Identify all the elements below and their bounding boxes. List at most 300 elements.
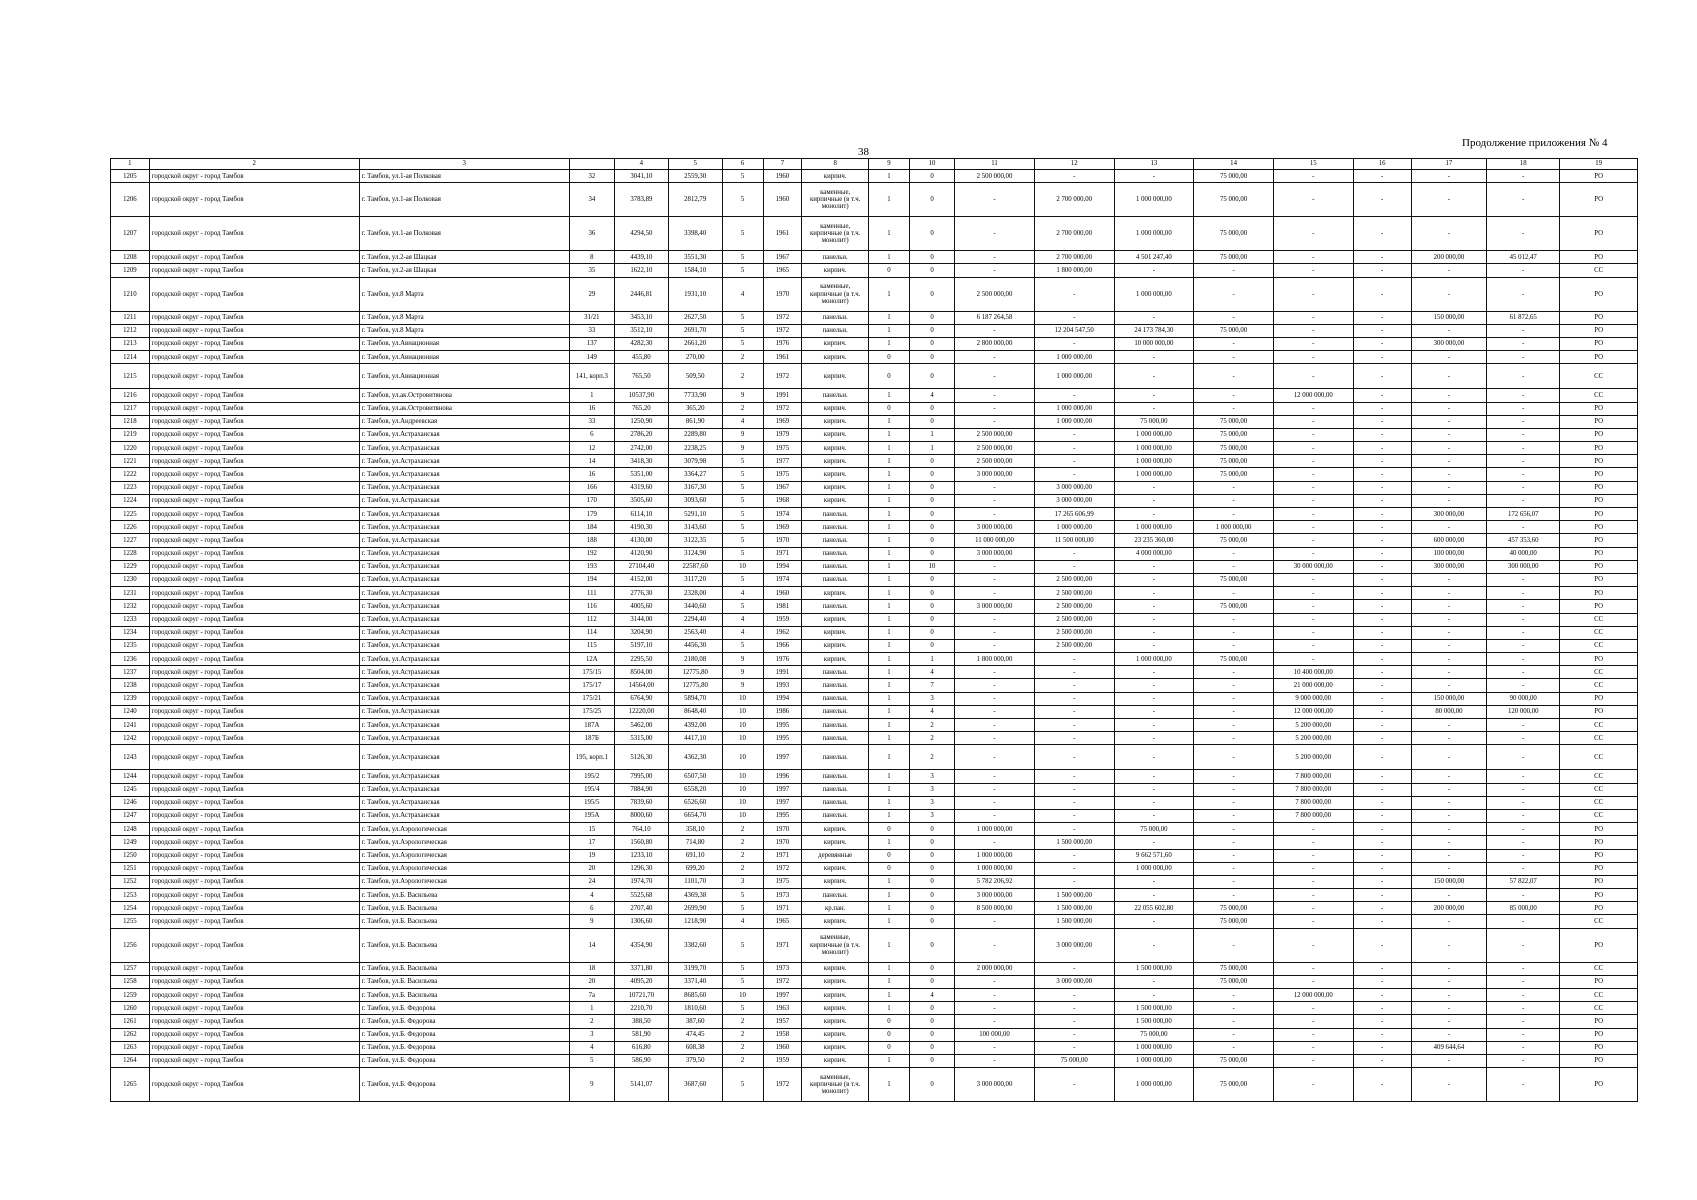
- column-number: 18: [1487, 159, 1560, 170]
- col-17: -: [1411, 613, 1486, 626]
- col-17: -: [1411, 600, 1486, 613]
- house-number: 5: [569, 1054, 614, 1067]
- col-17: -: [1411, 849, 1486, 862]
- house-number: 16: [569, 402, 614, 415]
- municipality: городской округ - город Тамбов: [149, 351, 359, 364]
- table-row: [111, 719, 1638, 732]
- col-10: 2: [909, 732, 954, 745]
- col-15: -: [1273, 862, 1353, 875]
- col-15: -: [1273, 481, 1353, 494]
- col-14: -: [1194, 1015, 1274, 1028]
- program-code: СС: [1560, 745, 1638, 770]
- wall-material: панельн.: [802, 666, 869, 679]
- year-built: 1971: [763, 547, 802, 560]
- municipality: городской округ - город Тамбов: [149, 666, 359, 679]
- col-17: 409 644,64: [1411, 1041, 1486, 1054]
- table-row: [111, 989, 1638, 1002]
- floors: 5: [722, 975, 763, 988]
- program-code: РО: [1560, 1028, 1638, 1041]
- col-12: -: [1034, 311, 1114, 324]
- street-address: г. Тамбов, ул.Астраханская: [359, 732, 569, 745]
- col-11: -: [955, 639, 1035, 652]
- col-14: -: [1194, 679, 1274, 692]
- col-16: -: [1353, 521, 1411, 534]
- col-15: 7 800 000,00: [1273, 770, 1353, 783]
- house-number: 175/17: [569, 679, 614, 692]
- col-10: 4: [909, 666, 954, 679]
- col-15: -: [1273, 1041, 1353, 1054]
- col-12: -: [1034, 1002, 1114, 1015]
- municipality: городской округ - город Тамбов: [149, 679, 359, 692]
- floors: 10: [722, 719, 763, 732]
- year-built: 1960: [763, 1041, 802, 1054]
- col-18: 57 822,07: [1487, 875, 1560, 888]
- wall-material: панельн.: [802, 719, 869, 732]
- col-12: -: [1034, 719, 1114, 732]
- col-9: 1: [869, 889, 910, 902]
- col-15: -: [1273, 962, 1353, 975]
- col-13: 1 000 000,00: [1114, 1041, 1194, 1054]
- column-number: 8: [802, 159, 869, 170]
- col-18: -: [1487, 521, 1560, 534]
- col-12: -: [1034, 849, 1114, 862]
- living-area: 509,50: [668, 364, 722, 389]
- wall-material: кирпич.: [802, 639, 869, 652]
- col-14: -: [1194, 613, 1274, 626]
- total-area: 4319,60: [614, 481, 668, 494]
- street-address: г. Тамбов, ул.Астраханская: [359, 494, 569, 507]
- col-16: -: [1353, 600, 1411, 613]
- column-number: 10: [909, 159, 954, 170]
- col-17: -: [1411, 364, 1486, 389]
- total-area: 3512,10: [614, 324, 668, 337]
- year-built: 1972: [763, 324, 802, 337]
- row-number: 1265: [111, 1068, 150, 1102]
- total-area: 6764,90: [614, 692, 668, 705]
- col-12: -: [1034, 337, 1114, 350]
- program-code: РО: [1560, 1041, 1638, 1054]
- col-15: 10 400 000,00: [1273, 666, 1353, 679]
- col-13: 1 000 000,00: [1114, 1068, 1194, 1102]
- col-14: 75 000,00: [1194, 217, 1274, 251]
- col-14: 75 000,00: [1194, 455, 1274, 468]
- program-code: РО: [1560, 442, 1638, 455]
- living-area: 2699,90: [668, 902, 722, 915]
- col-11: 1 000 000,00: [955, 862, 1035, 875]
- floors: 9: [722, 442, 763, 455]
- col-16: -: [1353, 442, 1411, 455]
- row-number: 1226: [111, 521, 150, 534]
- floors: 2: [722, 1015, 763, 1028]
- col-10: 0: [909, 251, 954, 264]
- floors: 9: [722, 666, 763, 679]
- col-17: -: [1411, 770, 1486, 783]
- street-address: г. Тамбов, ул.Астраханская: [359, 639, 569, 652]
- col-13: 24 173 784,30: [1114, 324, 1194, 337]
- col-12: 2 500 000,00: [1034, 639, 1114, 652]
- col-15: -: [1273, 1068, 1353, 1102]
- table-row: [111, 428, 1638, 441]
- row-number: 1231: [111, 587, 150, 600]
- program-code: РО: [1560, 217, 1638, 251]
- street-address: г. Тамбов, ул.Б. Васильева: [359, 915, 569, 928]
- col-18: -: [1487, 494, 1560, 507]
- table-row: [111, 653, 1638, 666]
- living-area: 2661,20: [668, 337, 722, 350]
- col-11: -: [955, 975, 1035, 988]
- living-area: 1810,60: [668, 1002, 722, 1015]
- col-10: 0: [909, 183, 954, 217]
- col-12: -: [1034, 796, 1114, 809]
- col-10: 0: [909, 1054, 954, 1067]
- col-17: -: [1411, 277, 1486, 311]
- street-address: г. Тамбов, ул.1-ая Полковая: [359, 217, 569, 251]
- col-16: -: [1353, 962, 1411, 975]
- street-address: г. Тамбов, ул.Аэрологическая: [359, 875, 569, 888]
- year-built: 1963: [763, 1002, 802, 1015]
- living-area: 22587,60: [668, 560, 722, 573]
- table-row: [111, 692, 1638, 705]
- total-area: 586,90: [614, 1054, 668, 1067]
- table-row: [111, 626, 1638, 639]
- col-11: 2 000 000,00: [955, 962, 1035, 975]
- row-number: 1218: [111, 415, 150, 428]
- col-14: 75 000,00: [1194, 653, 1274, 666]
- column-number: 17: [1411, 159, 1486, 170]
- col-17: -: [1411, 324, 1486, 337]
- col-11: -: [955, 783, 1035, 796]
- house-number: 32: [569, 170, 614, 183]
- col-11: 2 500 000,00: [955, 442, 1035, 455]
- col-10: 0: [909, 508, 954, 521]
- total-area: 455,80: [614, 351, 668, 364]
- col-10: 0: [909, 875, 954, 888]
- col-18: -: [1487, 745, 1560, 770]
- col-12: 2 500 000,00: [1034, 626, 1114, 639]
- col-13: -: [1114, 402, 1194, 415]
- street-address: г. Тамбов, ул.Б. Васильева: [359, 975, 569, 988]
- wall-material: кирпич.: [802, 415, 869, 428]
- col-16: -: [1353, 428, 1411, 441]
- col-15: -: [1273, 849, 1353, 862]
- col-13: -: [1114, 809, 1194, 822]
- col-11: 1 800 000,00: [955, 653, 1035, 666]
- total-area: 7839,60: [614, 796, 668, 809]
- col-14: -: [1194, 849, 1274, 862]
- total-area: 4005,60: [614, 600, 668, 613]
- row-number: 1229: [111, 560, 150, 573]
- col-12: -: [1034, 442, 1114, 455]
- row-number: 1224: [111, 494, 150, 507]
- year-built: 1971: [763, 928, 802, 962]
- row-number: 1235: [111, 639, 150, 652]
- col-16: -: [1353, 560, 1411, 573]
- municipality: городской округ - город Тамбов: [149, 902, 359, 915]
- total-area: 2707,40: [614, 902, 668, 915]
- municipality: городской округ - город Тамбов: [149, 402, 359, 415]
- row-number: 1223: [111, 481, 150, 494]
- col-16: -: [1353, 251, 1411, 264]
- col-13: -: [1114, 600, 1194, 613]
- house-number: 1: [569, 1002, 614, 1015]
- col-18: -: [1487, 455, 1560, 468]
- street-address: г. Тамбов, ул.Астраханская: [359, 745, 569, 770]
- floors: 10: [722, 770, 763, 783]
- col-18: 45 012,47: [1487, 251, 1560, 264]
- year-built: 1972: [763, 402, 802, 415]
- col-9: 1: [869, 508, 910, 521]
- col-12: -: [1034, 1041, 1114, 1054]
- house-number: 36: [569, 217, 614, 251]
- municipality: городской округ - город Тамбов: [149, 534, 359, 547]
- col-9: 1: [869, 442, 910, 455]
- row-number: 1217: [111, 402, 150, 415]
- floors: 10: [722, 783, 763, 796]
- row-number: 1228: [111, 547, 150, 560]
- col-9: 1: [869, 975, 910, 988]
- program-code: РО: [1560, 455, 1638, 468]
- col-15: -: [1273, 324, 1353, 337]
- col-17: -: [1411, 653, 1486, 666]
- col-13: -: [1114, 508, 1194, 521]
- municipality: городской округ - город Тамбов: [149, 1068, 359, 1102]
- col-9: 1: [869, 809, 910, 822]
- col-15: -: [1273, 364, 1353, 389]
- col-13: -: [1114, 745, 1194, 770]
- house-number: 1: [569, 389, 614, 402]
- col-13: -: [1114, 732, 1194, 745]
- year-built: 1967: [763, 481, 802, 494]
- street-address: г. Тамбов, ул.2-ая Шацкая: [359, 264, 569, 277]
- municipality: городской округ - город Тамбов: [149, 770, 359, 783]
- year-built: 1973: [763, 889, 802, 902]
- col-16: -: [1353, 1068, 1411, 1102]
- street-address: г. Тамбов, ул.Б. Федорова: [359, 1041, 569, 1054]
- col-18: -: [1487, 170, 1560, 183]
- row-number: 1264: [111, 1054, 150, 1067]
- col-15: -: [1273, 311, 1353, 324]
- row-number: 1221: [111, 455, 150, 468]
- municipality: городской округ - город Тамбов: [149, 862, 359, 875]
- column-number: 12: [1034, 159, 1114, 170]
- col-12: -: [1034, 875, 1114, 888]
- col-10: 0: [909, 170, 954, 183]
- col-10: 0: [909, 915, 954, 928]
- house-number: 20: [569, 975, 614, 988]
- col-17: -: [1411, 862, 1486, 875]
- street-address: г. Тамбов, ул.Астраханская: [359, 796, 569, 809]
- col-11: -: [955, 415, 1035, 428]
- col-15: -: [1273, 823, 1353, 836]
- col-9: 1: [869, 311, 910, 324]
- col-14: -: [1194, 364, 1274, 389]
- table-row: [111, 442, 1638, 455]
- wall-material: каменные, кирпичные (в т.ч. монолит): [802, 928, 869, 962]
- col-12: -: [1034, 1028, 1114, 1041]
- col-11: -: [955, 494, 1035, 507]
- col-18: -: [1487, 719, 1560, 732]
- col-12: 2 700 000,00: [1034, 217, 1114, 251]
- col-17: -: [1411, 183, 1486, 217]
- floors: 5: [722, 639, 763, 652]
- program-code: РО: [1560, 311, 1638, 324]
- col-15: -: [1273, 653, 1353, 666]
- wall-material: кирпич.: [802, 587, 869, 600]
- street-address: г. Тамбов, ул.Б. Васильева: [359, 902, 569, 915]
- col-18: -: [1487, 626, 1560, 639]
- wall-material: панельн.: [802, 389, 869, 402]
- col-15: -: [1273, 875, 1353, 888]
- row-number: 1230: [111, 573, 150, 586]
- col-17: -: [1411, 719, 1486, 732]
- living-area: 3167,30: [668, 481, 722, 494]
- house-number: 116: [569, 600, 614, 613]
- col-14: -: [1194, 836, 1274, 849]
- col-15: -: [1273, 534, 1353, 547]
- wall-material: панельн.: [802, 796, 869, 809]
- col-15: -: [1273, 1054, 1353, 1067]
- col-17: -: [1411, 796, 1486, 809]
- floors: 5: [722, 455, 763, 468]
- col-11: -: [955, 251, 1035, 264]
- program-code: РО: [1560, 587, 1638, 600]
- program-code: СС: [1560, 989, 1638, 1002]
- col-14: -: [1194, 389, 1274, 402]
- total-area: 5462,00: [614, 719, 668, 732]
- col-13: -: [1114, 573, 1194, 586]
- col-17: -: [1411, 1002, 1486, 1015]
- col-9: 1: [869, 653, 910, 666]
- col-18: 300 000,00: [1487, 560, 1560, 573]
- col-14: 75 000,00: [1194, 428, 1274, 441]
- col-12: 1 500 000,00: [1034, 915, 1114, 928]
- total-area: 5351,00: [614, 468, 668, 481]
- col-11: -: [955, 481, 1035, 494]
- col-13: 1 500 000,00: [1114, 962, 1194, 975]
- living-area: 3124,90: [668, 547, 722, 560]
- col-10: 0: [909, 849, 954, 862]
- col-18: -: [1487, 1028, 1560, 1041]
- col-10: 3: [909, 796, 954, 809]
- program-code: РО: [1560, 862, 1638, 875]
- total-area: 4095,20: [614, 975, 668, 988]
- living-area: 3199,70: [668, 962, 722, 975]
- total-area: 7884,90: [614, 783, 668, 796]
- living-area: 3079,98: [668, 455, 722, 468]
- col-15: -: [1273, 415, 1353, 428]
- col-17: -: [1411, 975, 1486, 988]
- row-number: 1259: [111, 989, 150, 1002]
- col-14: -: [1194, 666, 1274, 679]
- program-code: РО: [1560, 547, 1638, 560]
- table-row: [111, 849, 1638, 862]
- wall-material: кирпич.: [802, 975, 869, 988]
- row-number: 1248: [111, 823, 150, 836]
- street-address: г. Тамбов, ул.Андреевская: [359, 415, 569, 428]
- street-address: г. Тамбов, ул.Б. Федорова: [359, 1028, 569, 1041]
- table-row: [111, 337, 1638, 350]
- year-built: 1962: [763, 626, 802, 639]
- col-14: 75 000,00: [1194, 902, 1274, 915]
- house-number: 9: [569, 1068, 614, 1102]
- municipality: городской округ - город Тамбов: [149, 364, 359, 389]
- col-12: 17 265 606,99: [1034, 508, 1114, 521]
- floors: 5: [722, 508, 763, 521]
- wall-material: каменные, кирпичные (в т.ч. монолит): [802, 217, 869, 251]
- total-area: 1306,60: [614, 915, 668, 928]
- col-11: -: [955, 915, 1035, 928]
- house-number: 16: [569, 468, 614, 481]
- municipality: городской округ - город Тамбов: [149, 928, 359, 962]
- col-18: 40 000,00: [1487, 547, 1560, 560]
- col-16: -: [1353, 389, 1411, 402]
- col-13: -: [1114, 770, 1194, 783]
- col-16: -: [1353, 915, 1411, 928]
- street-address: г. Тамбов, ул.Астраханская: [359, 508, 569, 521]
- table-row: [111, 796, 1638, 809]
- col-15: 30 000 000,00: [1273, 560, 1353, 573]
- col-9: 0: [869, 364, 910, 389]
- floors: 10: [722, 705, 763, 718]
- col-15: -: [1273, 337, 1353, 350]
- street-address: г. Тамбов, ул.2-ая Шацкая: [359, 251, 569, 264]
- living-area: 1931,10: [668, 277, 722, 311]
- col-12: -: [1034, 170, 1114, 183]
- living-area: 270,00: [668, 351, 722, 364]
- floors: 10: [722, 692, 763, 705]
- wall-material: деревянные: [802, 849, 869, 862]
- col-14: 75 000,00: [1194, 170, 1274, 183]
- col-9: 1: [869, 428, 910, 441]
- wall-material: каменные, кирпичные (в т.ч. монолит): [802, 277, 869, 311]
- row-number: 1249: [111, 836, 150, 849]
- col-18: -: [1487, 796, 1560, 809]
- col-15: 5 200 000,00: [1273, 745, 1353, 770]
- col-18: -: [1487, 613, 1560, 626]
- municipality: городской округ - город Тамбов: [149, 1015, 359, 1028]
- total-area: 3041,10: [614, 170, 668, 183]
- col-15: 9 000 000,00: [1273, 692, 1353, 705]
- program-code: РО: [1560, 277, 1638, 311]
- col-12: -: [1034, 770, 1114, 783]
- year-built: 1976: [763, 337, 802, 350]
- program-code: РО: [1560, 875, 1638, 888]
- col-18: -: [1487, 324, 1560, 337]
- municipality: городской округ - город Тамбов: [149, 915, 359, 928]
- table-row: [111, 783, 1638, 796]
- table-row: [111, 1015, 1638, 1028]
- year-built: 1960: [763, 183, 802, 217]
- col-13: -: [1114, 560, 1194, 573]
- col-16: -: [1353, 770, 1411, 783]
- col-18: -: [1487, 928, 1560, 962]
- house-number: 195/4: [569, 783, 614, 796]
- table-row: [111, 311, 1638, 324]
- col-13: -: [1114, 626, 1194, 639]
- year-built: 1965: [763, 264, 802, 277]
- col-17: 300 000,00: [1411, 337, 1486, 350]
- col-16: -: [1353, 508, 1411, 521]
- col-17: -: [1411, 1068, 1486, 1102]
- living-area: 691,10: [668, 849, 722, 862]
- col-17: -: [1411, 402, 1486, 415]
- table-row: [111, 468, 1638, 481]
- col-10: 0: [909, 962, 954, 975]
- house-number: 4: [569, 889, 614, 902]
- row-number: 1222: [111, 468, 150, 481]
- living-area: 379,50: [668, 1054, 722, 1067]
- col-16: -: [1353, 402, 1411, 415]
